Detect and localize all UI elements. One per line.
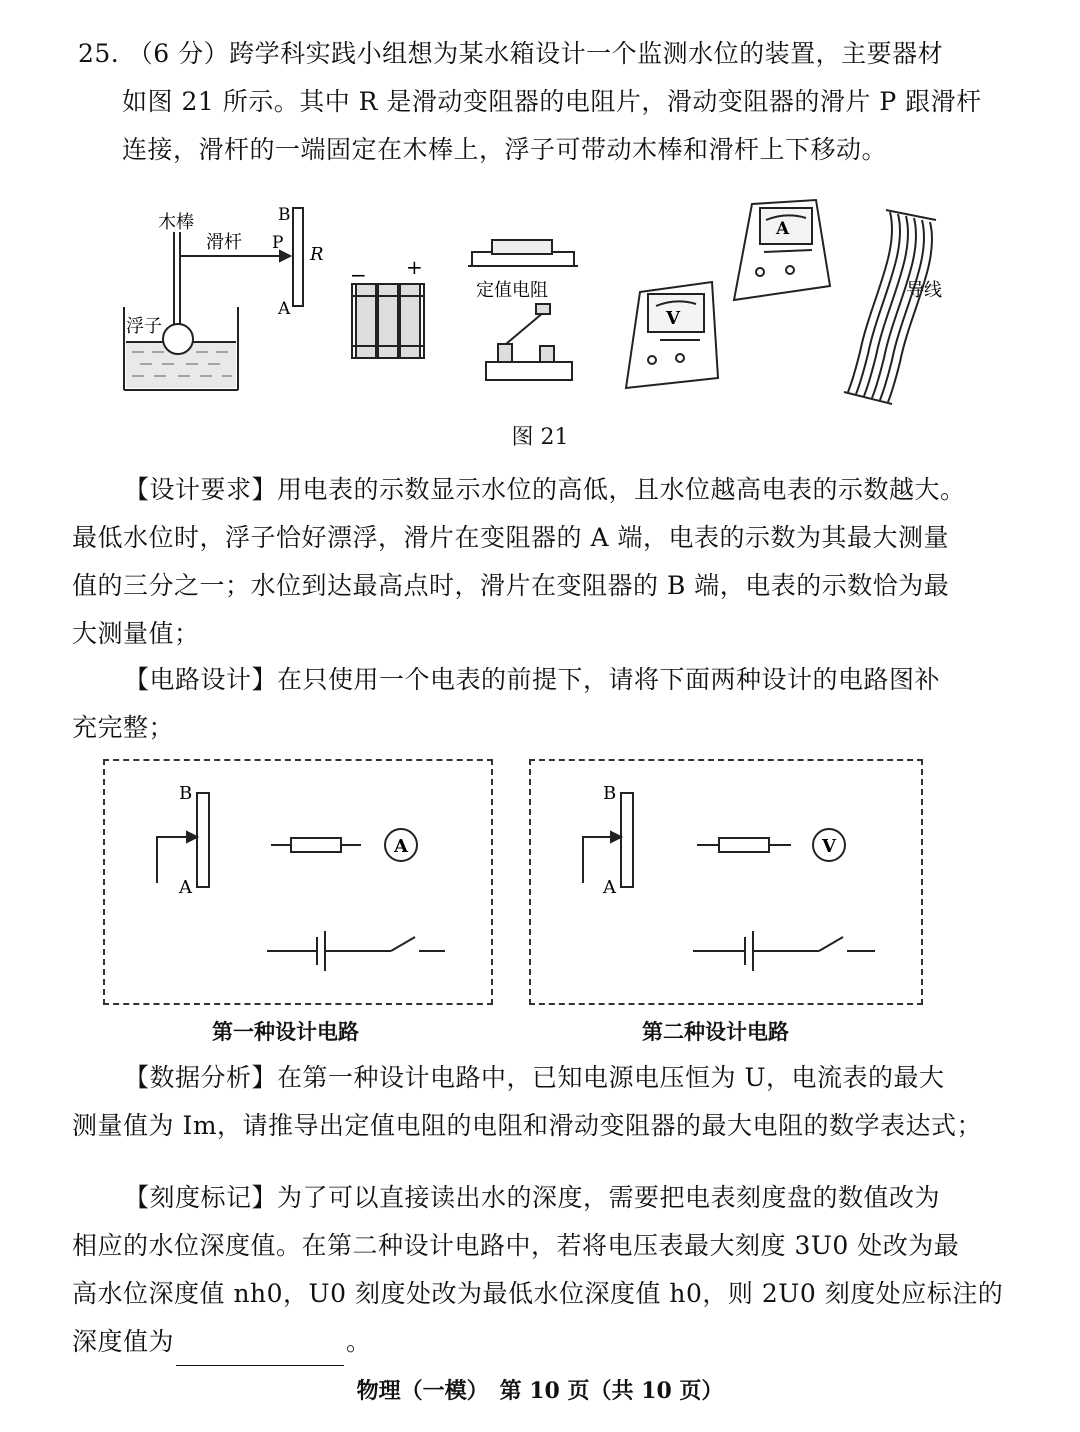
battery-minus-sign: −	[350, 263, 367, 287]
ammeter-illustration	[734, 200, 830, 300]
scale-marking	[72, 1174, 1003, 1366]
label-slider-rod: 滑杆	[206, 232, 242, 253]
question-number: 25.	[78, 39, 120, 68]
figure-21-caption: 图 21	[511, 425, 569, 450]
label-end-b: B	[278, 205, 291, 225]
battery-plus-sign: +	[406, 255, 423, 279]
label-float: 浮子	[126, 316, 162, 337]
figure-21-apparatus	[100, 192, 980, 422]
ammeter-letter: A	[394, 836, 408, 857]
voltmeter-letter: V	[822, 836, 836, 857]
question-head-text: 跨学科实践小组想为某水箱设计一个监测水位的装置，主要器材	[229, 39, 944, 68]
page-footer: 物理（一模） 第 10 页（共 10 页）	[356, 1378, 724, 1404]
end-mark: 。	[346, 1327, 372, 1356]
requirement-line: 值的三分之一；水位到达最高点时，滑片在变阻器的 B 端，电表的示数恰为最	[72, 571, 950, 600]
scale-marking-line: 高水位深度值 nh0，U0 刻度处改为最低水位深度值 h0，则 2U0 刻度处应标注的	[72, 1279, 1004, 1308]
data-analysis-line: 测量值为 Im，请推导出定值电阻的电阻和滑动变阻器的最大电阻的数学表达式；	[72, 1111, 983, 1140]
section-title: 【数据分析】	[124, 1063, 278, 1092]
label-fixed-resistor: 定值电阻	[476, 280, 548, 301]
end-a-label: A	[179, 877, 192, 898]
answer-blank[interactable]	[176, 1335, 344, 1366]
fixed-resistor-symbol	[697, 838, 791, 852]
data-analysis-line: 在第一种设计电路中，已知电源电压恒为 U，电流表的最大	[277, 1063, 945, 1092]
circuit-design-line: 充完整；	[72, 713, 175, 742]
question-intro	[122, 78, 982, 174]
intro-line: 如图 21 所示。其中 R 是滑动变阻器的电阻片，滑动变阻器的滑片 P 跟滑杆	[122, 87, 982, 116]
battery-switch-symbol	[693, 931, 875, 971]
section-title: 【刻度标记】	[124, 1183, 278, 1212]
label-wires: 导线	[906, 280, 942, 301]
voltmeter-symbol: V	[666, 308, 680, 329]
question-score: （6 分）	[127, 39, 230, 68]
requirement-line: 用电表的示数显示水位的高低，且水位越高电表的示数越大。	[277, 475, 966, 504]
battery-pack-illustration	[352, 284, 424, 358]
question-header	[78, 30, 943, 78]
rheostat-symbol	[583, 793, 633, 887]
data-analysis	[72, 1054, 982, 1150]
end-a-label: A	[603, 877, 616, 898]
requirement-line: 大测量值；	[72, 619, 200, 648]
intro-line: 连接，滑杆的一端固定在木棒上，浮子可带动木棒和滑杆上下移动。	[122, 135, 888, 164]
wires-illustration	[844, 210, 936, 404]
scale-marking-line: 相应的水位深度值。在第二种设计电路中，若将电压表最大刻度 3U0 处改为最	[72, 1231, 960, 1260]
end-b-label: B	[603, 783, 617, 804]
fixed-resistor-illustration	[468, 240, 578, 266]
circuit-design-line: 在只使用一个电表的前提下，请将下面两种设计的电路图补	[277, 665, 941, 694]
fixed-resistor-symbol	[271, 838, 361, 852]
label-end-a: A	[278, 299, 291, 319]
scale-marking-line: 为了可以直接读出水的深度，需要把电表刻度盘的数值改为	[277, 1183, 941, 1212]
section-title: 【电路设计】	[124, 665, 278, 694]
end-b-label: B	[179, 783, 193, 804]
rheostat-symbol	[157, 793, 209, 887]
design-requirements	[72, 466, 966, 658]
ammeter-symbol: A	[776, 219, 790, 239]
circuit-design	[72, 656, 940, 752]
circuit-2-caption: 第二种设计电路	[642, 1019, 789, 1044]
label-slider-p: P	[272, 233, 284, 253]
circuit-1-caption: 第一种设计电路	[212, 1019, 359, 1044]
label-rod: 木棒	[158, 212, 194, 233]
switch-illustration	[486, 304, 572, 380]
requirement-line: 最低水位时，浮子恰好漂浮，滑片在变阻器的 A 端，电表的示数为其最大测量	[72, 523, 949, 552]
scale-marking-line: 深度值为	[72, 1327, 175, 1356]
circuit-box-1	[103, 759, 493, 1005]
battery-switch-symbol	[267, 931, 445, 971]
section-title: 【设计要求】	[124, 475, 278, 504]
voltmeter-illustration	[626, 282, 718, 388]
label-resistor-r: R	[310, 244, 324, 265]
circuit-box-2	[529, 759, 923, 1005]
